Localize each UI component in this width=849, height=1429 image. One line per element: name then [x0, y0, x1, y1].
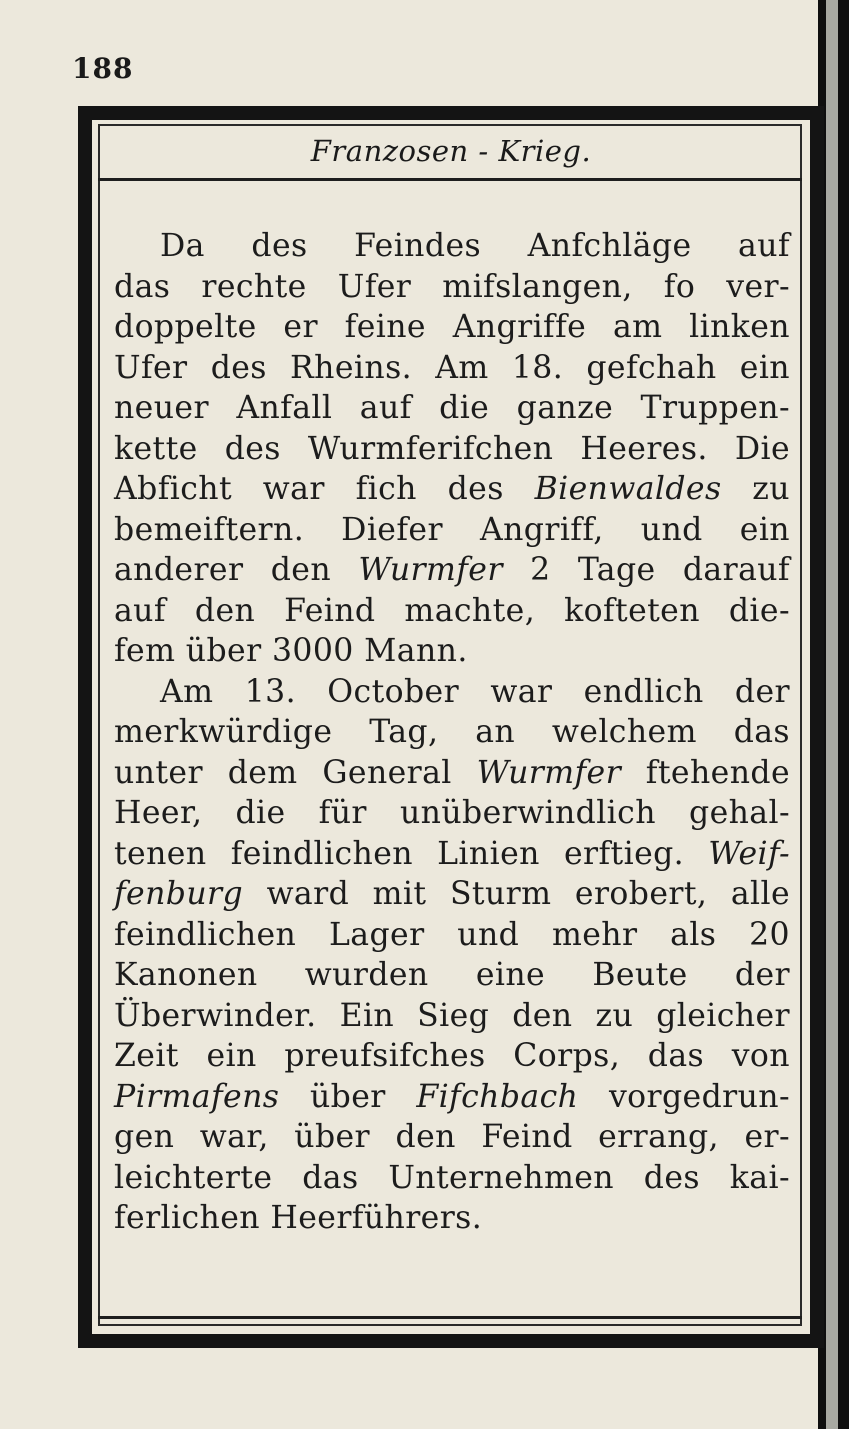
text-run: fem über 3000 Mann. [114, 633, 468, 669]
text-frame-inner [92, 120, 810, 1334]
text-line [114, 793, 790, 834]
text-run: 2 Tage darauf [502, 552, 790, 588]
italic-name: Fifchbach [416, 1078, 579, 1115]
text-run: zu [721, 471, 790, 507]
text-run: Überwinder. Ein Sieg den zu gleicher [114, 997, 790, 1034]
text-line [114, 915, 790, 956]
text-run: Zeit ein preufsifches Corps, das von [114, 1038, 790, 1074]
text-run: leichterte das Unternehmen des kai- [114, 1159, 790, 1196]
header-rule [98, 178, 802, 181]
text-run: Heer, die für unüberwindlich gehal- [114, 795, 790, 831]
paragraph-2 [114, 672, 790, 1239]
text-run: bemeiftern. Diefer Angriff, und ein [114, 511, 790, 548]
text-run: Am 13. October war endlich der [160, 673, 790, 710]
text-run: das rechte Ufer mifslangen, fo ver- [114, 268, 790, 305]
text-line [114, 753, 790, 794]
running-head: Franzosen - Krieg. [310, 134, 592, 168]
text-run: merkwürdige Tag, an welchem das [114, 714, 790, 750]
text-line [114, 672, 790, 713]
text-run: feindlichen Lager und mehr als 20 [114, 916, 790, 953]
next-page-edge [826, 0, 838, 1429]
text-line [114, 1036, 790, 1077]
text-run: ferlichen Heerführers. [114, 1200, 483, 1236]
text-run: über [279, 1078, 417, 1115]
text-run: Abficht war fich des [114, 471, 535, 507]
text-line [114, 307, 790, 348]
italic-name: Weif- [708, 835, 790, 872]
footer-rule [98, 1316, 802, 1319]
text-line [114, 348, 790, 389]
text-line [114, 955, 790, 996]
text-line [114, 996, 790, 1037]
text-run: tenen feindlichen Linien erftieg. [114, 835, 709, 872]
text-run: Kanonen wurden eine Beute der [114, 957, 790, 993]
paragraph-1 [114, 226, 790, 672]
italic-name: Pirmafens [114, 1078, 280, 1115]
text-line [114, 510, 790, 551]
italic-name: Wurmfer [358, 552, 503, 588]
body-text [114, 226, 790, 1239]
page-number: 188 [72, 52, 134, 85]
text-line [114, 591, 790, 632]
italic-name: Wurmfer [476, 754, 622, 791]
text-line [114, 631, 790, 672]
text-run: kette des Wurmferifchen Heeres. Die [114, 430, 790, 467]
text-line [114, 834, 790, 875]
text-line [114, 1158, 790, 1199]
text-run: vorgedrun- [578, 1078, 791, 1115]
text-run: doppelte er feine Angriffe am linken [114, 309, 790, 345]
text-line [114, 429, 790, 470]
text-line [114, 550, 790, 591]
text-line [114, 712, 790, 753]
text-run: auf den Feind machte, kofteten die- [114, 592, 790, 629]
text-line [114, 469, 790, 510]
text-line [114, 226, 790, 267]
text-line [114, 388, 790, 429]
text-run: anderer den [114, 552, 359, 588]
text-line [114, 1198, 790, 1239]
text-line [114, 874, 790, 915]
italic-name: fenburg [114, 876, 244, 912]
text-run: gen war, über den Feind errang, er- [114, 1119, 790, 1155]
italic-name: Bienwaldes [534, 471, 722, 507]
text-line [114, 1117, 790, 1158]
text-run: Ufer des Rheins. Am 18. gefchah ein [114, 349, 790, 386]
text-run: ftehende [621, 754, 790, 791]
text-run: ward mit Sturm erobert, alle [243, 876, 790, 912]
text-frame [78, 106, 824, 1348]
text-run: Da des Feindes Anfchläge auf [160, 228, 790, 264]
text-run: neuer Anfall auf die ganze Truppen- [114, 390, 790, 426]
text-line [114, 1077, 790, 1118]
text-line [114, 267, 790, 308]
text-run: unter dem General [114, 754, 477, 791]
